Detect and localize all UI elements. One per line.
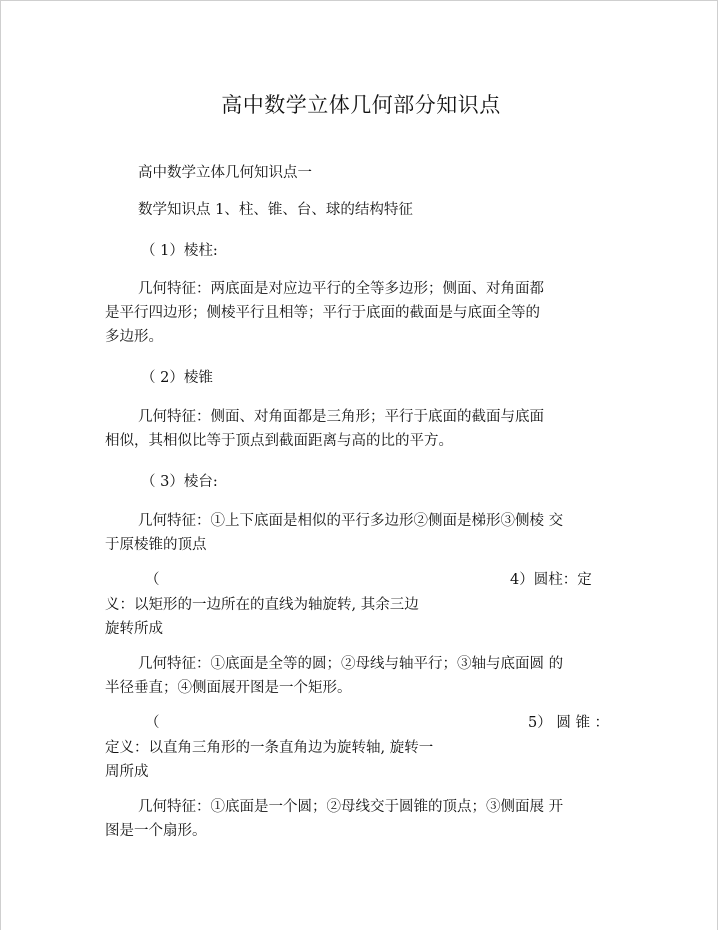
paragraph-line: 几何特征：侧面、对角面都是三角形；平行于底面的截面与底面 (138, 409, 544, 425)
paragraph-line: 几何特征：①底面是全等的圆；②母线与轴平行；③轴与底面圆 的 (138, 656, 564, 672)
item-heading-cylinder-open: （ (145, 572, 160, 588)
paragraph-line: 几何特征：①上下底面是相似的平行多边形②侧面是梯形③侧棱 交 (138, 513, 564, 529)
item-heading-pyramid: （ 2）棱锥 (141, 370, 213, 386)
paragraph-line: 旋转所成 (105, 621, 163, 637)
document-title: 高中数学立体几何部分知识点 (221, 93, 501, 117)
paragraph-line: 多边形。 (105, 329, 163, 345)
item-heading-cylinder: 4）圆柱：定 (510, 572, 592, 588)
section-heading: 高中数学立体几何知识点一 (138, 165, 312, 181)
item-heading-prism: （ 1）棱柱: (141, 243, 218, 259)
paragraph-line: 是平行四边形；侧棱平行且相等；平行于底面的截面是与底面全等的 (105, 305, 540, 321)
item-heading-cone: 5） 圆 锥 ： (528, 715, 610, 731)
paragraph-line: 几何特征：①底面是一个圆；②母线交于圆锥的顶点；③侧面展 开 (138, 799, 564, 815)
paragraph-line: 相似，其相似比等于顶点到截面距离与高的比的平方。 (105, 433, 453, 449)
paragraph-line: 图是一个扇形。 (105, 823, 207, 839)
paragraph-line: 周所成 (105, 764, 149, 780)
paragraph-line: 几何特征：两底面是对应边平行的全等多边形；侧面、对角面都 (138, 281, 544, 297)
paragraph-line: 半径垂直；④侧面展开图是一个矩形。 (105, 680, 352, 696)
item-heading-cone-open: （ (145, 715, 160, 731)
paragraph-line: 定义：以直角三角形的一条直角边为旋转轴, 旋转一 (105, 740, 434, 756)
item-heading-frustum: （ 3）棱台: (141, 474, 218, 490)
paragraph-line: 义：以矩形的一边所在的直线为轴旋转, 其余三边 (105, 597, 419, 613)
subsection-heading: 数学知识点 1、柱、锥、台、球的结构特征 (138, 202, 413, 218)
paragraph-line: 于原棱锥的顶点 (105, 537, 207, 553)
